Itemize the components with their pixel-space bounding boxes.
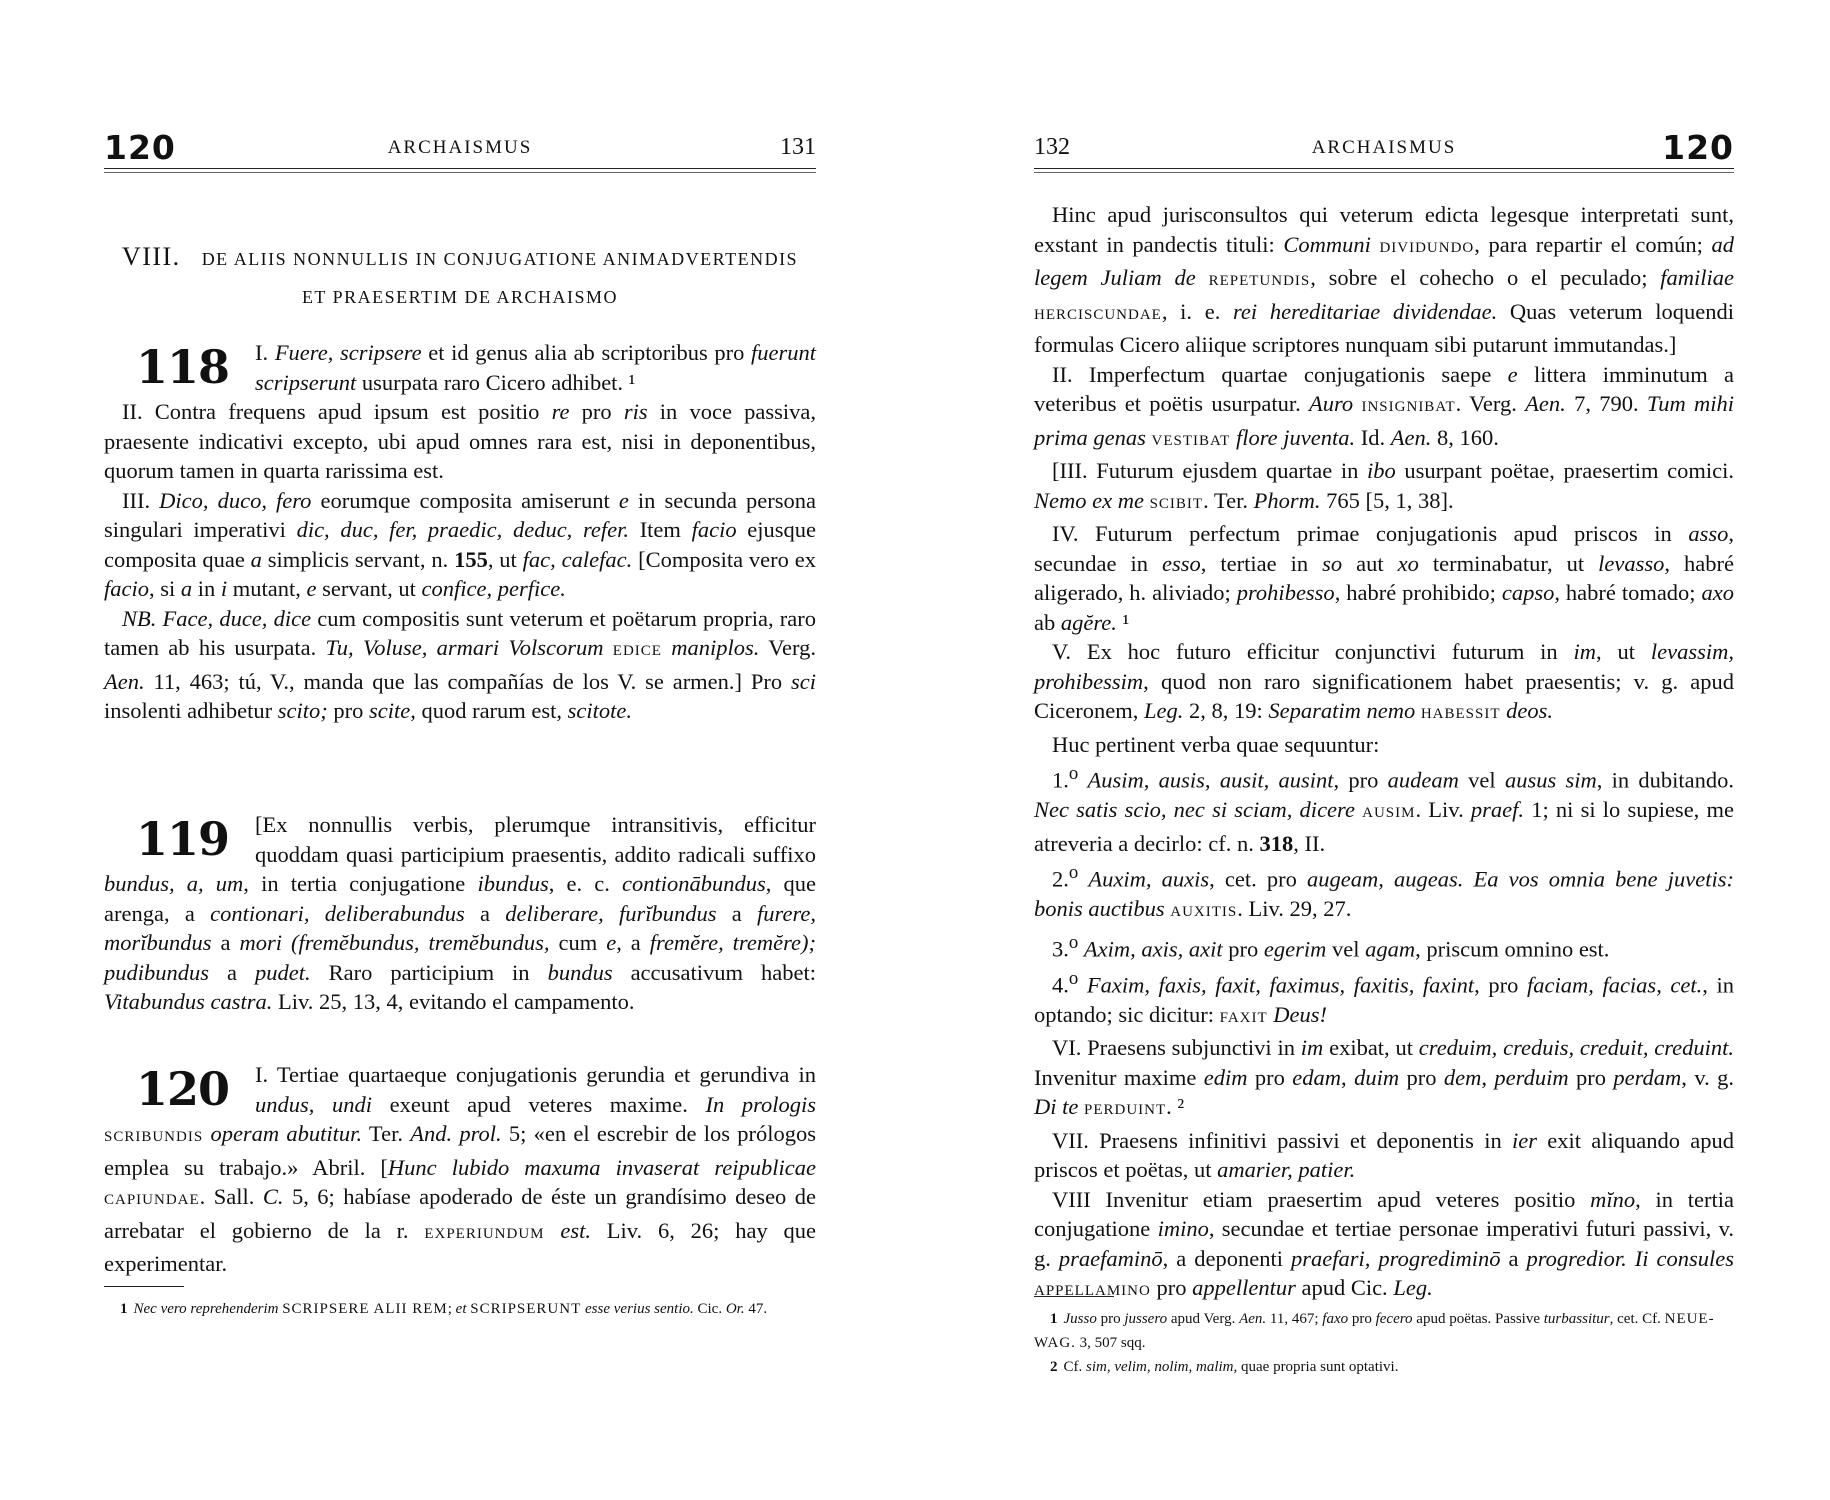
- paragraph-number: 120: [104, 128, 176, 167]
- footnote-2: 2 Cf. sim, velim, nolim, malim, quae propria sunt optativi.: [1050, 1359, 1399, 1375]
- section-title-line2: ET PRAESERTIM DE ARCHAISMO: [301, 287, 619, 307]
- header-rule: [1034, 172, 1734, 173]
- left-footnotes: [104, 1286, 816, 1321]
- footnote-1: 1 Jusso pro jussero apud Verg. Aen. 11, 467; faxo pro fecero apud poëtas. Passive turbassitur, cet. Cf. NEUE-WAG. 3, 507 sqq.: [1034, 1311, 1715, 1351]
- section-roman: VIII.: [121, 242, 181, 271]
- right-footnotes: [1034, 1296, 1734, 1379]
- section-title-line1: DE ALIIS NONNULLIS IN CONJUGATIONE ANIMADVERTENDIS: [201, 249, 799, 269]
- footnote-rule: [1034, 1296, 1114, 1297]
- paragraph-number-119: 119: [136, 812, 230, 866]
- footnote-1: 1 Nec vero reprehenderim SCRIPSERE ALII REM; et SCRIPSERUNT esse verius sentio. Cic. Or. 47.: [120, 1301, 768, 1317]
- paragraph-120: 120 I. Tertiae quartaeque conjugationis gerundia et gerundiva in undus, undi exeunt apud veteres maxime. In prologis SCRIBUNDIS operam abutitur. Ter. And. prol. 5; «en el escrebir de los prólogos emplea su trabajo.» Abril. [Hunc lubido maxuma invaserat reipublicae CAPIUNDAE. Sall. C. 5, 6; habíase apoderado de éste un grandísimo deseo de arrebatar el gobierno de la r. EXPERIUNDUM est. Liv. 6, 26; hay que experimentar.: [104, 1062, 817, 1276]
- left-running-head: [104, 128, 816, 169]
- paragraph-number-120: 120: [136, 1062, 230, 1116]
- paragraph-119: 119 [Ex nonnullis verbis, plerumque intransitivis, efficitur quoddam quasi participium praesentis, addito radicali suffixo bundus, a, um, in tertia conjugatione ibundus, e. c. contionābundus, que arenga, a contionari, deliberabundus a deliberare, furĭbundus a furere, morĭbundus a mori (fremĕbundus, tremĕbundus, cum e, a fremĕre, tremĕre); pudibundus a pudet. Raro participium in bundus accusativum habet: Vitabundus castra. Liv. 25, 13, 4, evitando el campamento.: [104, 812, 816, 1014]
- paragraph-118: 118 I. Fuere, scripsere et id genus alia ab scriptoribus pro fuerunt scripserunt usurpata raro Cicero adhibet. ¹ II. Contra frequens apud ipsum est positio re pro ris in voce passiva, praesente indicativi excepto, ubi apud omnes rara est, nisi in deponentibus, quorum tamen in quarta rarissima est. III. Dico, duco, fero eorumque composita amiserunt e in secunda persona singulari imperativi dic, duc, fer, praedic, deduc, refer. Item facio ejusque composita quae a simplicis servant, n. 155, ut fac, calefac. [Composita vero ex facio, si a in i mutant, e servant, ut confice, perfice. NB. Face, duce, dice cum compositis sunt veterum et poëtarum propria, raro tamen ab his usurpata. Tu, Voluse, armari Volscorum EDICE maniplos. Verg. Aen. 11, 463; tú, V., manda que las compañías de los V. se armen.] Pro sci insolenti adhibetur scito; pro scite, quod rarum est, scitote.: [104, 340, 817, 723]
- section-heading: [104, 238, 816, 316]
- right-running-head: [1034, 128, 1734, 169]
- running-title: ARCHAISMUS: [387, 137, 533, 158]
- running-title: ARCHAISMUS: [1311, 137, 1457, 158]
- paragraph-number: 120: [1662, 128, 1734, 167]
- header-rule: [104, 172, 816, 173]
- page-number: 131: [780, 134, 816, 160]
- page-number: 132: [1034, 134, 1070, 160]
- footnote-rule: [104, 1286, 184, 1287]
- paragraph-number-118: 118: [136, 340, 230, 394]
- right-body-text: Hinc apud jurisconsultos qui veterum edicta legesque interpretati sunt, exstant in pandectis tituli: Communi DIVIDUNDO, para repartir el común; ad legem Juliam de REPETUNDIS, sobre el cohecho o el peculado; familiae HERCISCUNDAE, i. e. rei hereditariae dividendae. Quas veterum loquendi formulas Cicero aliique scriptores nunquam sibi putarunt immutandas.] II. Imperfectum quartae conjugationis saepe e littera imminutum a veteribus et poëtis usurpatur. Auro INSIGNIBAT. Verg. Aen. 7, 790. Tum mihi prima genas VESTIBAT flore juventa. Id. Aen. 8, 160. [III. Futurum ejusdem quartae in ibo usurpant poëtae, praesertim comici. Nemo ex me SCIBIT. Ter. Phorm. 765 [5, 1, 38]. IV. Futurum perfectum primae conjugationis apud priscos in asso, secundae in esso, tertiae in so aut xo terminabatur, ut levasso, habré aligerado, h. aliviado; prohibesso, habré prohibido; capso, habré tomado; axo ab agĕre. ¹ V. Ex hoc futuro efficitur conjunctivi futurum in im, ut levassim, prohibessim, quod non raro significationem habet praesentis; v. g. apud Ciceronem, Leg. 2, 8, 19: Separatim nemo HABESSIT deos. Huc pertinent verba quae sequuntur: 1.$^o$ Ausim, ausis, ausit, ausint, pro audeam vel ausus sim, in dubitando. Nec satis scio, nec si sciam, dicere AUSIM. Liv. praef. 1; ni si lo supiese, me atreveria a decirlo: cf. n. 318, II. 2.$^o$ Auxim, auxis, cet. pro augeam, augeas. Ea vos omnia bene juvetis: bonis auctibus AUXITIS. Liv. 29, 27. 3.$^o$ Axim, axis, axit pro egerim vel agam, priscum omnino est. 4.$^o$ Faxim, faxis, faxit, faximus, faxitis, faxint, pro faciam, facias, cet., in optando; sic dicitur: FAXIT Deus! VI. Praesens subjunctivi in im exibat, ut creduim, creduis, creduit, creduint. Invenitur maxime edim pro edam, duim pro dem, perduim pro perdam, v. g. Di te PERDUINT. ² VII. Praesens infinitivi passivi et deponentis in ier exit aliquando apud priscos et poëtas, ut amarier, patier. VIII Invenitur etiam praesertim apud veteres positio mĭno, in tertia conjugatione imino, secundae et tertiae personae imperativi futuri passivi, v. g. praefaminō, a deponenti praefari, progrediminō a progredior. Ii consules APPELLAMINO pro appellentur apud Cic. Leg.: [1034, 202, 1735, 1300]
